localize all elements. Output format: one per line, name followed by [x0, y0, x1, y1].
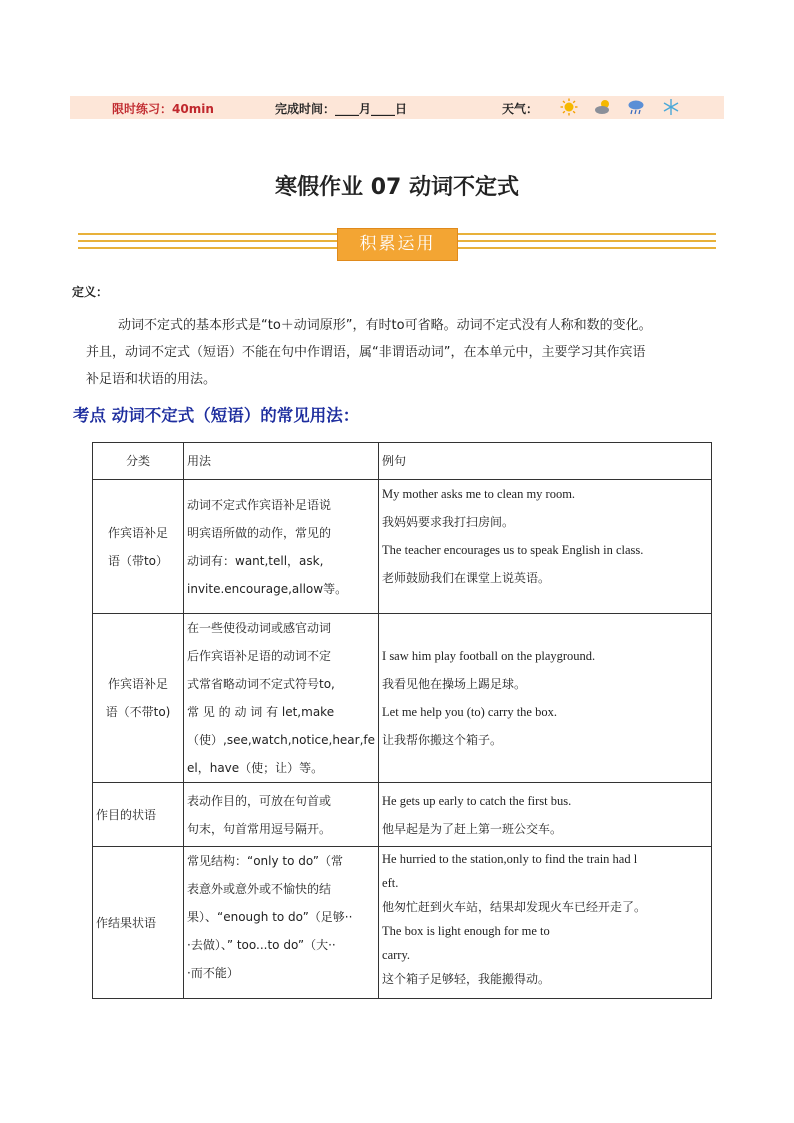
example-cell: My mother asks me to clean my room. 我妈妈要求我打扫房间。 The teacher encourages us to speak English in class. 老师鼓励我们在课堂上说英语。 [379, 480, 712, 614]
category-cell: 作目的状语 [93, 783, 184, 847]
example-cell: He hurried to the station,only to find the train had l eft. 他匆忙赶到火车站，结果却发现火车已经开走了。 The box is light enough for me to carry. 这个箱子足够轻，我能搬得动。 [379, 847, 712, 999]
usage-cell: 动词不定式作宾语补足语说 明宾语所做的动作，常见的 动词有：want,tell，ask, invite.encourage,allow等。 [184, 480, 379, 614]
page-title: 寒假作业 07 动词不定式 [275, 175, 519, 200]
table-row [93, 783, 712, 847]
definition-line: 补足语和状语的用法。 [86, 372, 217, 387]
definition-line: 并且，动词不定式（短语）不能在句中作谓语，属“非谓语动词”，在本单元中，主要学习其作宾语 [86, 345, 646, 360]
table-row [93, 614, 712, 783]
usage-cell: 表动作目的，可放在句首或 句末，句首常用逗号隔开。 [184, 783, 379, 847]
header-example: 例句 [379, 443, 712, 480]
snow-icon [662, 98, 680, 116]
header-category: 分类 [93, 443, 184, 480]
weather-label: 天气： [502, 102, 539, 116]
sun-icon [560, 98, 578, 116]
finish-time: 完成时间：____月____日 [275, 102, 408, 116]
table-row [93, 480, 712, 614]
section-badge: 积累运用 [337, 228, 458, 261]
example-cell: He gets up early to catch the first bus. 他早起是为了赶上第一班公交车。 [379, 783, 712, 847]
category-cell: 作宾语补足 语（不带to) [93, 614, 184, 783]
cloudy-icon [594, 98, 612, 116]
usage-table [92, 442, 712, 999]
rain-icon [627, 98, 645, 116]
table-header-row [93, 443, 712, 480]
info-bar [70, 96, 724, 119]
example-cell: I saw him play football on the playground. 我看见他在操场上踢足球。 Let me help you (to) carry the box. 让我帮你搬这个箱子。 [379, 614, 712, 783]
practice-time: 限时练习：40min [112, 102, 214, 116]
header-usage: 用法 [184, 443, 379, 480]
category-cell: 作宾语补足 语（带to） [93, 480, 184, 614]
key-point-heading: 考点 动词不定式（短语）的常见用法： [73, 406, 360, 425]
usage-cell: 在一些使役动词或感官动词 后作宾语补足语的动词不定 式常省略动词不定式符号to, 常 见 的 动 词 有 let,make （使）,see,watch,notice,hear,fe el，have（使；让）等。 [184, 614, 379, 783]
usage-cell: 常见结构：“only to do”（常 表意外或意外或不愉快的结 果）、“enough to do”（足够·· ·去做）、” too...to do”（大·· ·而不能） [184, 847, 379, 999]
definition-line: 动词不定式的基本形式是“to＋动词原形”，有时to可省略。动词不定式没有人称和数的变化。 [118, 318, 652, 333]
category-cell: 作结果状语 [93, 847, 184, 999]
table-row [93, 847, 712, 999]
definition-label: 定义： [72, 285, 109, 299]
